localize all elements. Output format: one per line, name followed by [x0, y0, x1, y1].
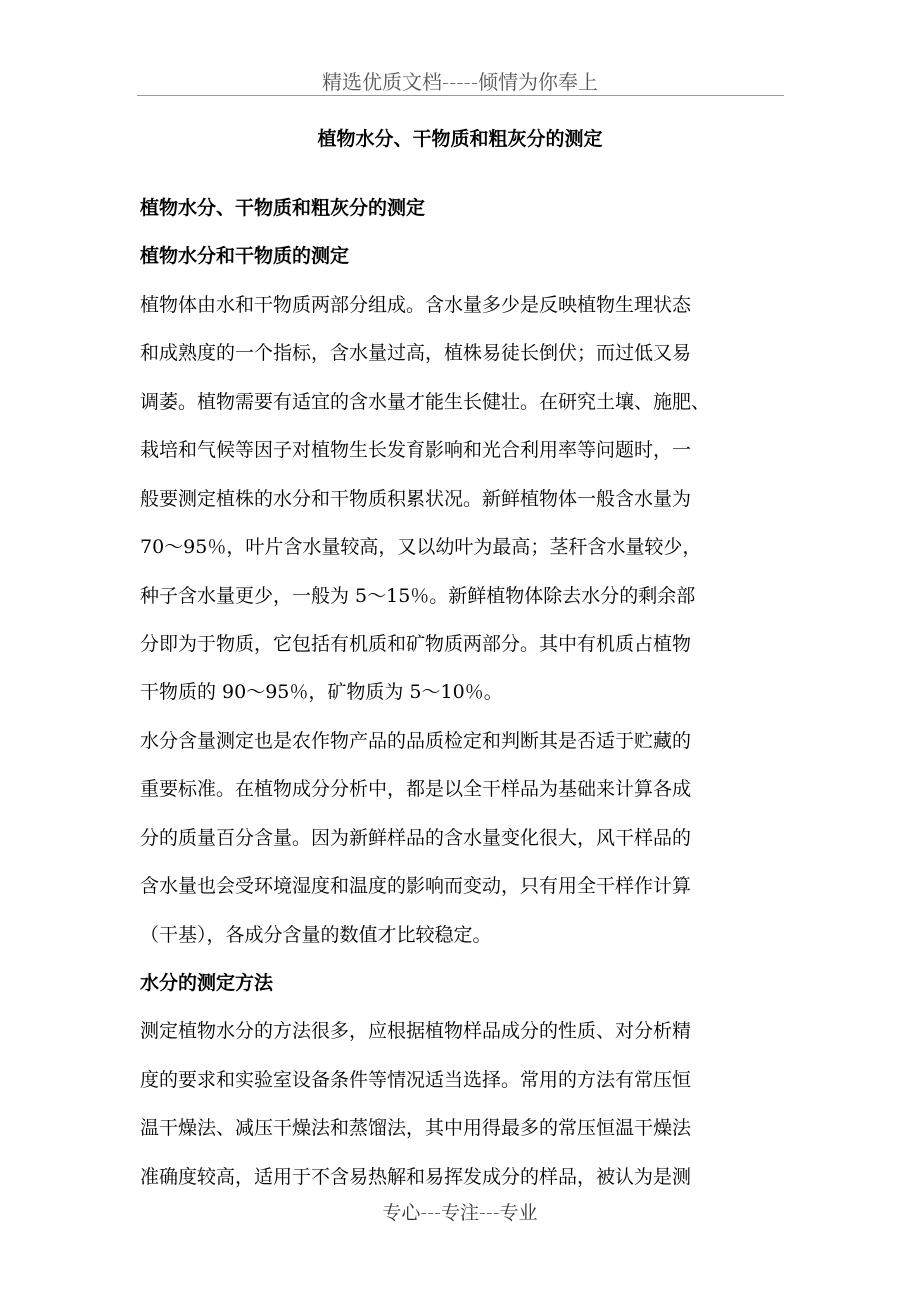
paragraph-line: 和成熟度的一个指标，含水量过高，植株易徒长倒伏；而过低又易: [140, 342, 692, 365]
paragraph-line: 植物体由水和干物质两部分组成。含水量多少是反映植物生理状态: [140, 293, 692, 316]
paragraph-line: 准确度较高，适用于不含易热解和易挥发成分的样品，被认为是测: [140, 1165, 692, 1188]
page-header: 精选优质文档-----倾情为你奉上: [321, 70, 599, 94]
paragraph-line: 70～95％，叶片含水量较高，又以幼叶为最高；茎秆含水量较少，: [140, 536, 702, 559]
paragraph-line: 干物质的 90～95％，矿物质为 5～10％。: [140, 681, 503, 704]
paragraph-line: 栽培和气候等因子对植物生长发育影响和光合利用率等问题时，一: [140, 439, 692, 462]
paragraph-line: 分的质量百分含量。因为新鲜样品的含水量变化很大，风干样品的: [140, 826, 692, 849]
paragraph-line: 测定植物水分的方法很多，应根据植物样品成分的性质、对分析精: [140, 1020, 692, 1043]
paragraph-line: 种子含水量更少，一般为 5～15％。新鲜植物体除去水分的剩余部: [140, 584, 696, 607]
paragraph-line: 分即为于物质，它包括有机质和矿物质两部分。其中有机质占植物: [140, 632, 692, 655]
document-body: [140, 184, 800, 1201]
paragraph-line: （干基），各成分含量的数值才比较稳定。: [140, 923, 492, 946]
section-heading: 水分的测定方法: [140, 972, 274, 994]
paragraph-line: 重要标准。在植物成分分析中，都是以全干样品为基础来计算各成: [140, 778, 692, 801]
paragraph-line: 度的要求和实验室设备条件等情况适当选择。常用的方法有常压恒: [140, 1068, 692, 1091]
paragraph-line: 水分含量测定也是农作物产品的品质检定和判断其是否适于贮藏的: [140, 729, 692, 752]
paragraph-line: 般要测定植株的水分和干物质积累状况。新鲜植物体一般含水量为: [140, 487, 692, 510]
section-heading: 植物水分和干物质的测定: [140, 245, 350, 268]
page-footer: 专心---专注---专业: [382, 1202, 538, 1224]
header-divider: [137, 95, 784, 96]
paragraph-line: 含水量也会受环境湿度和温度的影响而变动，只有用全干样作计算: [140, 875, 692, 898]
document-title: 植物水分、干物质和粗灰分的测定: [317, 128, 603, 150]
section-heading: 植物水分、干物质和粗灰分的测定: [140, 197, 426, 219]
paragraph-line: 温干燥法、减压干燥法和蒸馏法，其中用得最多的常压恒温干燥法: [140, 1117, 692, 1140]
paragraph-line: 调萎。植物需要有适宜的含水量才能生长健壮。在研究土壤、施肥、: [140, 390, 711, 413]
